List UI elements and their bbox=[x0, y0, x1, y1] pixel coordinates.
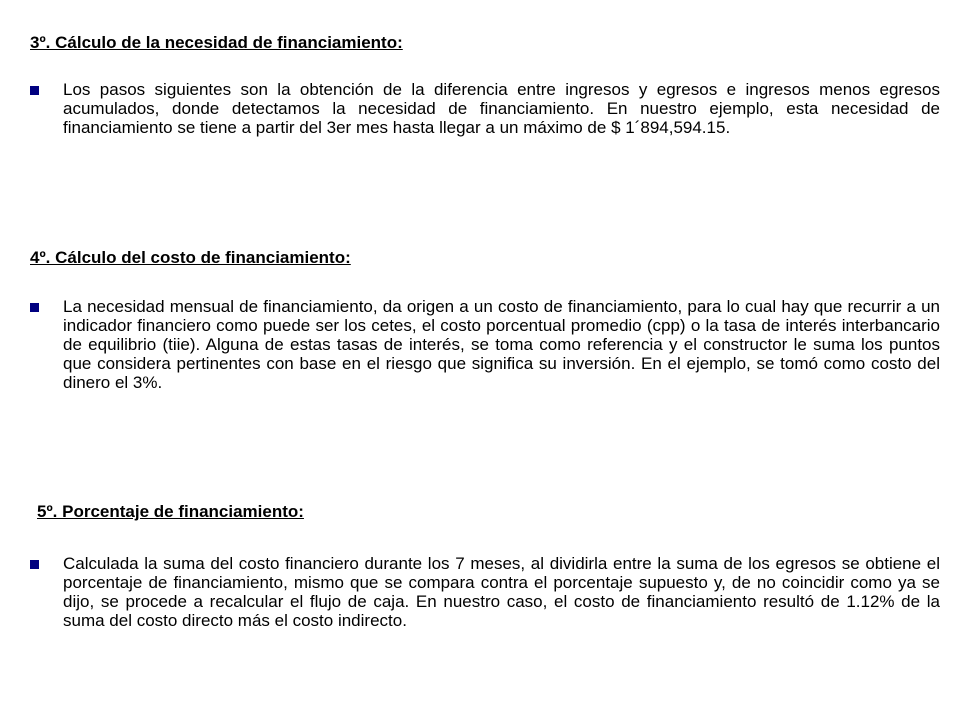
section-4-heading: 4º. Cálculo del costo de financiamiento: bbox=[30, 248, 351, 267]
section-3-paragraph: Los pasos siguientes son la obtención de la diferencia entre ingresos y egresos e ingresos menos egresos acumulados, donde detectamos la necesidad de financiamiento. En nuestro ejemplo, esta necesidad de financiamiento se tiene a partir del 3er mes hasta llegar a un máximo de $ 1´894,594.15. bbox=[63, 80, 940, 137]
section-4-paragraph: La necesidad mensual de financiamiento, da origen a un costo de financiamiento, para lo cual hay que recurrir a un indicador financiero como puede ser los cetes, el costo porcentual promedio (cpp) o la tasa de interés interbancario de equilibrio (tiie). Alguna de estas tasas de interés, se toma como referencia y el constructor le suma los puntos que considera pertinentes con base en el riesgo que significa su inversión. En el ejemplo, se tomó como costo del dinero el 3%. bbox=[63, 297, 940, 392]
section-3-bullet-item bbox=[30, 80, 940, 137]
section-5-heading: 5º. Porcentaje de financiamiento: bbox=[37, 502, 304, 521]
section-5-paragraph: Calculada la suma del costo financiero durante los 7 meses, al dividirla entre la suma de los egresos se obtiene el porcentaje de financiamiento, mismo que se compara contra el porcentaje supuesto y, de no coincidir como ya se dijo, se procede a recalcular el flujo de caja. En nuestro caso, el costo de financiamiento resultó de 1.12% de la suma del costo directo más el costo indirecto. bbox=[63, 554, 940, 630]
square-bullet-icon bbox=[30, 86, 39, 95]
square-bullet-icon bbox=[30, 303, 39, 312]
section-4-bullet-item bbox=[30, 297, 940, 392]
square-bullet-icon bbox=[30, 560, 39, 569]
section-3-heading: 3º. Cálculo de la necesidad de financiamiento: bbox=[30, 33, 403, 52]
section-5-bullet-item bbox=[30, 554, 940, 630]
